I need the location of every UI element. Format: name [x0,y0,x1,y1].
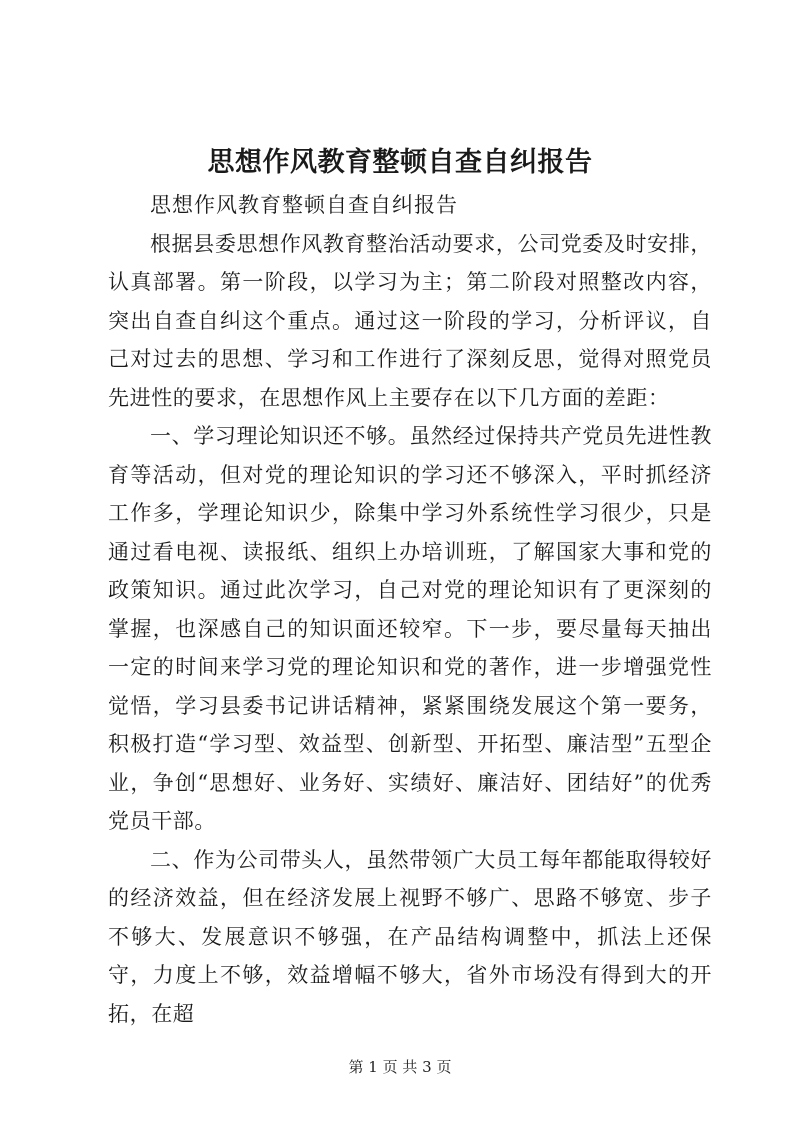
document-title: 思想作风教育整顿自查自纠报告 [207,147,593,178]
paragraph-subtitle: 思想作风教育整顿自查自纠报告 [150,193,458,217]
paragraph-point-two: 二、作为公司带头人，虽然带领广大员工每年都能取得较好的经济效益，但在经济发展上视野不够广、思路不够宽、步子不够大、发展意识不够强，在产品结构调整中，抓法上还保守，力度上不够，效益增幅不够大，省外市场没有得到大的开拓，在超 [108,847,712,1026]
page-footer [0,1056,800,1077]
page-number-label: 第 1 页 共 3 页 [348,1058,452,1076]
document-body [108,186,712,1033]
paragraph-point-one: 一、学习理论知识还不够。虽然经过保持共产党员先进性教育等活动，但对党的理论知识的学习还不够深入，平时抓经济工作多，学理论知识少，除集中学习外系统性学习很少，只是通过看电视、读报纸、组织上办培训班，了解国家大事和党的政策知识。通过此次学习，自己对党的理论知识有了更深刻的掌握，也深感自己的知识面还较窄。下一步，要尽量每天抽出一定的时间来学习党的理论知识和党的著作，进一步增强党性觉悟，学习县委书记讲话精神，紧紧围绕发展这个第一要务，积极打造“学习型、效益型、创新型、开拓型、廉洁型”五型企业，争创“思想好、业务好、实绩好、廉洁好、团结好”的优秀党员干部。 [108,424,712,833]
paragraph-intro: 根据县委思想作风教育整治活动要求，公司党委及时安排，认真部署。第一阶段，以学习为主；第二阶段对照整改内容，突出自查自纠这个重点。通过这一阶段的学习，分析评议，自己对过去的思想、学习和工作进行了深刻反思，觉得对照党员先进性的要求，在思想作风上主要存在以下几方面的差距： [108,231,712,410]
